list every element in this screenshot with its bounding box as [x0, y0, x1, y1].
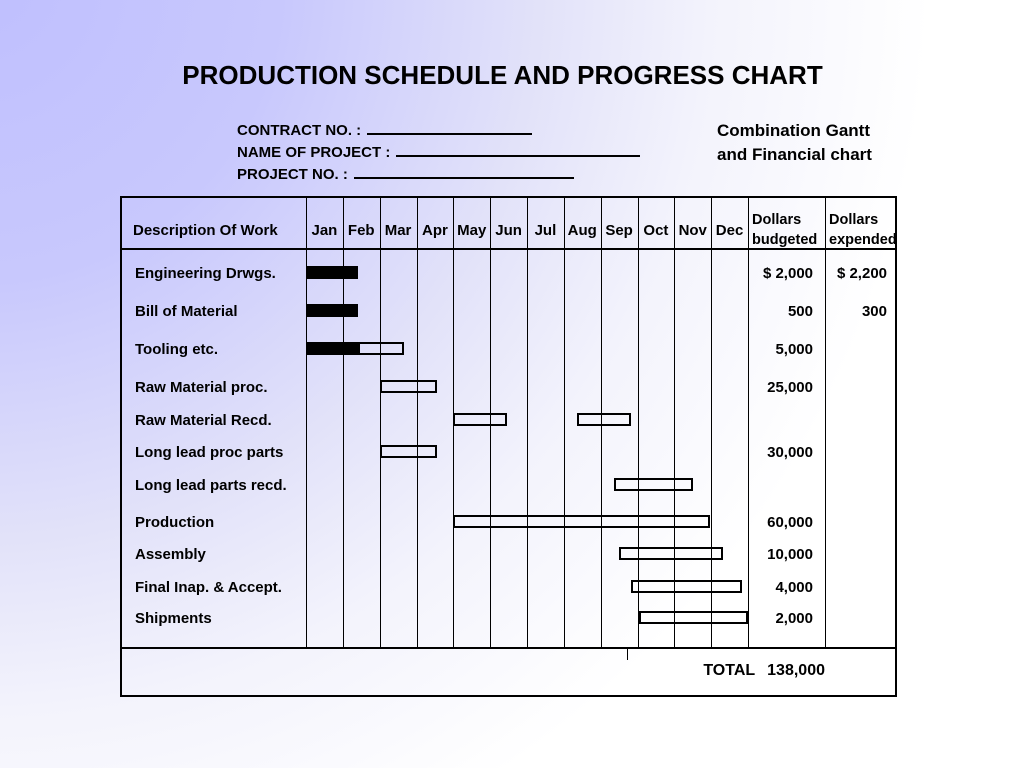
budgeted-value: 5,000: [775, 341, 813, 358]
gantt-bar-outline: [614, 478, 694, 491]
annotation-line-1: Combination Gantt: [717, 121, 870, 140]
total-row: [122, 649, 825, 693]
budgeted-value: 500: [787, 303, 813, 320]
month-header-aug: Aug: [567, 222, 597, 239]
month-header-jul: Jul: [534, 222, 557, 239]
expended-value: 300: [861, 303, 887, 320]
col-header-dollars-budgeted: [748, 198, 825, 250]
project-no-label: PROJECT NO. :: [237, 166, 348, 183]
row-label: Final Inap. & Accept.: [135, 579, 282, 596]
contract-no-line: [237, 120, 640, 142]
project-name-blank: [396, 142, 640, 157]
month-header-jan: Jan: [311, 222, 338, 239]
row-label: Shipments: [135, 610, 212, 627]
row-label: Bill of Material: [135, 303, 238, 320]
expended-value: $ 2,200: [836, 265, 887, 282]
col-header-description: Description Of Work: [133, 222, 278, 239]
budgeted-value: 60,000: [767, 514, 813, 531]
gridline: [527, 198, 528, 647]
page-title: PRODUCTION SCHEDULE AND PROGRESS CHART: [182, 60, 823, 90]
month-header-mar: Mar: [384, 222, 412, 239]
month-header-oct: Oct: [643, 222, 669, 239]
annotation-line-2: and Financial chart: [717, 145, 872, 164]
gantt-bar-outline: [380, 380, 438, 393]
row-label: Engineering Drwgs.: [135, 265, 276, 282]
gridline: [380, 198, 381, 647]
expended-header-line2: expended: [829, 232, 897, 248]
header-divider: [122, 248, 895, 250]
gantt-bar-outline: [380, 445, 438, 458]
chart-type-annotation: [717, 119, 872, 167]
row-label: Assembly: [135, 546, 206, 563]
month-header-apr: Apr: [421, 222, 448, 239]
project-no-blank: [354, 164, 574, 179]
month-header-nov: Nov: [678, 222, 707, 239]
budgeted-value: 30,000: [767, 444, 813, 461]
gantt-table: [120, 196, 897, 697]
gantt-bar-outline: [631, 580, 742, 593]
budgeted-header-line1: Dollars: [752, 212, 802, 228]
budgeted-value: 4,000: [775, 579, 813, 596]
gantt-bar-outline: [453, 515, 710, 528]
gantt-bar-filled: [306, 342, 358, 355]
budgeted-value: $ 2,000: [762, 265, 813, 282]
row-label: Long lead proc parts: [135, 444, 284, 461]
contract-no-label: CONTRACT NO. :: [237, 122, 362, 139]
budgeted-value: 25,000: [767, 379, 813, 396]
gridline: [417, 198, 418, 647]
gantt-bar-outline: [453, 413, 507, 426]
gantt-bar-filled: [306, 266, 358, 279]
gantt-bar-outline: [619, 547, 723, 560]
month-header-may: May: [457, 222, 487, 239]
project-no-line: [237, 164, 640, 186]
gantt-bar-outline: [577, 413, 631, 426]
budgeted-value: 2,000: [775, 610, 813, 627]
row-label: Raw Material proc.: [135, 379, 268, 396]
project-name-line: [237, 142, 640, 164]
gantt-bar-outline: [358, 342, 403, 355]
col-header-dollars-expended: [825, 198, 895, 250]
row-label: Production: [135, 514, 215, 531]
month-header-dec: Dec: [715, 222, 744, 239]
gantt-bar-outline: [639, 611, 748, 624]
budgeted-header-line2: budgeted: [752, 232, 818, 248]
total-label: TOTAL: [703, 662, 756, 679]
budgeted-value: 10,000: [767, 546, 813, 563]
contract-no-blank: [367, 120, 532, 135]
row-label: Raw Material Recd.: [135, 412, 272, 429]
expended-header-line1: Dollars: [829, 212, 879, 228]
total-value: 138,000: [767, 662, 825, 679]
month-header-jun: Jun: [495, 222, 522, 239]
gridline: [564, 198, 565, 647]
contract-info-block: [237, 120, 640, 186]
row-label: Tooling etc.: [135, 341, 219, 358]
project-name-label: NAME OF PROJECT :: [237, 144, 391, 161]
month-header-sep: Sep: [605, 222, 633, 239]
gantt-bar-filled: [306, 304, 358, 317]
row-label: Long lead parts recd.: [135, 477, 287, 494]
month-header-feb: Feb: [347, 222, 375, 239]
